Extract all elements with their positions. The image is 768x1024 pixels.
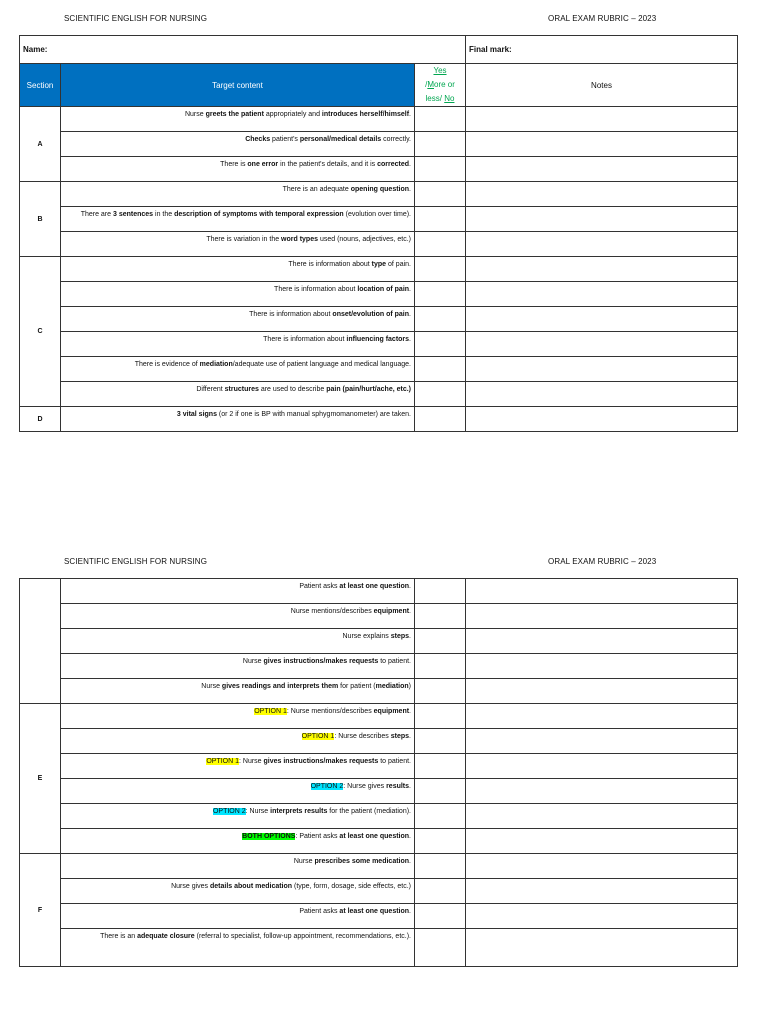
section-label: B [20,182,61,257]
criterion [61,157,415,182]
criterion [61,132,415,157]
yes-no-cell[interactable] [415,357,466,382]
section-label: F [20,854,61,967]
course-title: SCIENTIFIC ENGLISH FOR NURSING [64,557,208,566]
criterion-text: There is information about [263,336,347,343]
yes-no-cell[interactable] [415,879,466,904]
criterion-text: (or 2 if one is BP with manual sphygmomanometer) are taken. [216,411,411,418]
criterion-text: There is an adequate [282,186,351,193]
criterion-text: corrected [377,161,410,168]
criterion-text: at least one question [339,833,410,840]
criterion-text: Checks [245,136,271,143]
criterion-text: type [371,261,387,268]
section-label: A [20,107,61,182]
criterion-text: of pain. [386,261,411,268]
criterion-text: . [409,783,411,790]
yes-no-cell[interactable] [415,854,466,879]
yes-no-cell[interactable] [415,804,466,829]
criterion-text: introduces herself/himself [321,111,410,118]
criterion-text: Nurse [201,683,222,690]
notes-cell[interactable] [466,879,738,904]
criterion-text: greets the patient [205,111,264,118]
criterion-text: onset/evolution of pain [332,311,410,318]
criterion-text: mediation [375,683,409,690]
criterion [61,357,415,382]
criterion-text: . [409,186,411,193]
yes-no-cell[interactable] [415,604,466,629]
notes-cell[interactable] [466,629,738,654]
criterion-text: structures [224,386,259,393]
option-highlight: OPTION 2 [310,783,344,790]
notes-cell[interactable] [466,754,738,779]
notes-cell[interactable] [466,257,738,282]
yes-no-cell[interactable] [415,829,466,854]
criterion-text: prescribes some medication [314,858,410,865]
criterion [61,854,415,879]
notes-cell[interactable] [466,854,738,879]
final-mark-label: Final mark: [469,45,512,54]
criterion-text: . [409,161,411,168]
criterion-text: for patient ( [338,683,376,690]
yes-no-cell[interactable] [415,132,466,157]
notes-cell[interactable] [466,704,738,729]
yes-no-cell[interactable] [415,929,466,967]
criterion-text: . [409,858,411,865]
criterion-text: opening question [350,186,410,193]
rubric-table-page2 [19,578,738,967]
criterion-text: : Nurse [245,808,271,815]
notes-cell[interactable] [466,382,738,407]
criterion-text: There is information about [274,286,358,293]
criterion-text: details about medication [209,883,293,890]
course-title: SCIENTIFIC ENGLISH FOR NURSING [64,14,208,23]
criterion-text: Nurse [242,658,264,665]
notes-cell[interactable] [466,407,738,432]
notes-cell[interactable] [466,132,738,157]
criterion [61,754,415,779]
criterion-text: to patient. [378,658,411,665]
yes-no-cell[interactable] [415,282,466,307]
option-highlight: OPTION 1 [206,758,239,765]
notes-cell[interactable] [466,107,738,132]
criterion [61,904,415,929]
criterion [61,729,415,754]
criterion-text: (referral to specialist, follow-up appointment, recommendations, etc.). [194,933,411,940]
criterion-text: ) [408,683,411,690]
criterion-text: : Nurse [239,758,264,765]
notes-cell[interactable] [466,779,738,804]
yes-no-cell[interactable] [415,107,466,132]
criterion-text: are used to describe [258,386,327,393]
criterion-text: . [409,833,411,840]
criterion-text: There is [220,161,248,168]
criterion-text: adequate closure [137,933,195,940]
rubric-table-page1 [19,35,738,432]
criterion-text: gives instructions/makes requests [263,758,379,765]
criterion-text: : Nurse mentions/describes [286,708,374,715]
criterion-text: equipment [373,708,410,715]
yes-no-cell[interactable] [415,679,466,704]
criterion-text: equipment [373,608,410,615]
notes-cell[interactable] [466,579,738,604]
criterion-text: Different [196,386,225,393]
criterion-text: Patient asks [299,908,340,915]
criterion-text: . [409,733,411,740]
yes-no-cell[interactable] [415,579,466,604]
target-content-header: Target content [61,64,415,107]
notes-cell[interactable] [466,182,738,207]
criterion-text: . [409,908,411,915]
section-label: C [20,257,61,407]
yes-no-cell[interactable] [415,704,466,729]
notes-cell[interactable] [466,729,738,754]
criterion-text: location of pain [357,286,410,293]
notes-cell[interactable] [466,307,738,332]
yes-no-cell[interactable] [415,382,466,407]
yes-no-cell[interactable] [415,904,466,929]
criterion [61,282,415,307]
criterion-text: . [409,111,411,118]
yes-no-cell[interactable] [415,207,466,232]
notes-cell[interactable] [466,157,738,182]
criterion-text: gives instructions/makes requests [263,658,379,665]
criterion-text: at least one question [339,908,410,915]
notes-header: Notes [466,64,738,107]
section-label: D [20,407,61,432]
final-mark-field[interactable] [466,36,738,64]
criterion-text: steps [390,633,410,640]
criterion-text: patient's [270,136,300,143]
criterion [61,704,415,729]
rubric-title: ORAL EXAM RUBRIC – 2023 [548,557,657,566]
criterion-text: : Nurse gives [343,783,387,790]
section-header: Section [20,64,61,107]
criterion-text: . [409,633,411,640]
criterion [61,679,415,704]
criterion [61,579,415,604]
criterion-text: gives readings and interprets them [221,683,339,690]
yes-no-cell[interactable] [415,779,466,804]
yes-no-cell[interactable] [415,257,466,282]
criterion [61,929,415,967]
criterion-text: There is evidence of [134,361,200,368]
criterion-text: in the [153,211,175,218]
criterion-text: interprets results [270,808,328,815]
criterion-text: for the patient (mediation). [327,808,411,815]
notes-cell[interactable] [466,829,738,854]
criterion [61,332,415,357]
yes-no-cell[interactable] [415,157,466,182]
criterion [61,779,415,804]
notes-cell[interactable] [466,207,738,232]
notes-cell[interactable] [466,654,738,679]
more-or-less-label: ore or less/ [425,80,455,103]
criterion-text: There is information about [249,311,333,318]
option-highlight: BOTH OPTIONS [242,833,296,840]
criterion-text: Patient asks [299,583,340,590]
criterion-text: in the patient's details, and it is [278,161,378,168]
criterion-text: : Patient asks [295,833,340,840]
notes-cell[interactable] [466,904,738,929]
criterion-text: results [386,783,410,790]
criterion-text: 3 sentences [112,211,154,218]
criterion-text: There is information about [288,261,372,268]
yes-no-cell[interactable] [415,232,466,257]
yes-no-cell[interactable] [415,629,466,654]
yes-no-header: Yes /More or less/ No [415,64,466,107]
criterion-text: Nurse explains [342,633,391,640]
criterion [61,604,415,629]
criterion-text: : Nurse describes [334,733,391,740]
criterion-text: . [409,336,411,343]
section-label [20,579,61,704]
name-field[interactable] [20,36,466,64]
yes-no-cell[interactable] [415,407,466,432]
criterion-text: . [409,286,411,293]
criterion-text: one error [247,161,279,168]
criterion [61,257,415,282]
criterion-text: . [409,708,411,715]
criterion [61,879,415,904]
criterion-text: . [409,311,411,318]
criterion-text: Nurse [184,111,206,118]
criterion-text: There is an [100,933,138,940]
yes-no-cell[interactable] [415,182,466,207]
criterion-text: steps [390,733,410,740]
option-highlight: OPTION 1 [254,708,287,715]
criterion-text: (type, form, dosage, side effects, etc.) [292,883,411,890]
section-label: E [20,704,61,854]
criterion [61,232,415,257]
yes-no-cell[interactable] [415,654,466,679]
criterion-text: description of symptoms with temporal expression [174,211,344,218]
criterion [61,207,415,232]
criterion-text: correctly. [381,136,411,143]
notes-cell[interactable] [466,804,738,829]
rubric-title: ORAL EXAM RUBRIC – 2023 [548,14,657,23]
criterion [61,629,415,654]
criterion [61,804,415,829]
criterion-text: used (nouns, adjectives, etc.) [318,236,411,243]
name-label: Name: [23,45,48,54]
criterion [61,382,415,407]
criterion [61,182,415,207]
criterion-text: Nurse mentions/describes [290,608,374,615]
criterion [61,829,415,854]
notes-cell[interactable] [466,604,738,629]
criterion [61,407,415,432]
notes-cell[interactable] [466,679,738,704]
criterion-text: . [409,608,411,615]
criterion-text: influencing factors [346,336,410,343]
criterion-text: 3 vital signs [176,411,217,418]
criterion [61,654,415,679]
notes-cell[interactable] [466,282,738,307]
notes-cell[interactable] [466,232,738,257]
criterion-text: (evolution over time). [343,211,411,218]
option-highlight: OPTION 1 [301,733,335,740]
notes-cell[interactable] [466,929,738,967]
yes-no-cell[interactable] [415,729,466,754]
option-highlight: OPTION 2 [212,808,246,815]
criterion-text: mediation [199,361,233,368]
criterion-text: Nurse gives [171,883,210,890]
notes-cell[interactable] [466,357,738,382]
yes-no-cell[interactable] [415,754,466,779]
criterion [61,107,415,132]
criterion-text: appropriately and [263,111,322,118]
notes-cell[interactable] [466,332,738,357]
criterion-text: at least one question [339,583,410,590]
criterion-text: personal/medical details [299,136,382,143]
criterion-text: /adequate use of patient language and medical language. [232,361,411,368]
criterion-text: Nurse [293,858,315,865]
criterion [61,307,415,332]
criterion-text: . [409,583,411,590]
criterion-text: pain (pain/hurt/ache, etc.) [326,386,411,393]
criterion-text: There is variation in the [206,236,282,243]
criterion-text: There are [80,211,113,218]
criterion-text: to patient. [378,758,411,765]
yes-no-cell[interactable] [415,307,466,332]
criterion-text: word types [281,236,318,243]
yes-no-cell[interactable] [415,332,466,357]
